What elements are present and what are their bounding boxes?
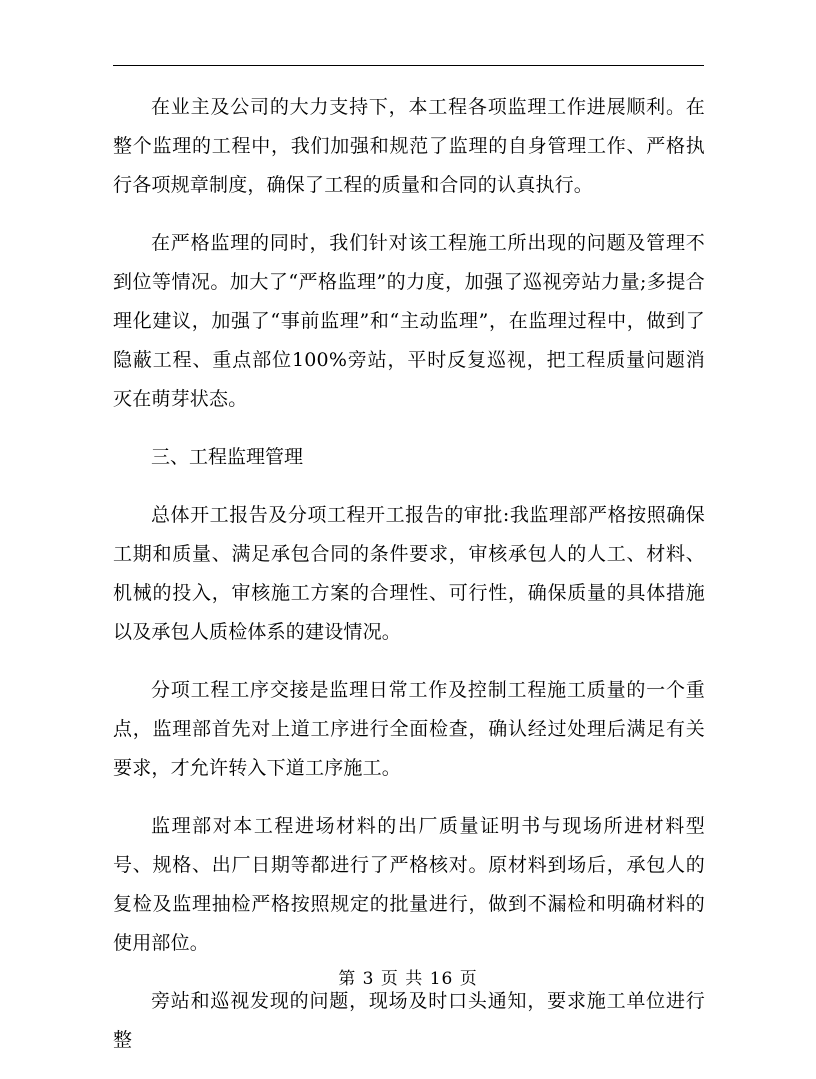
section-heading: 三、工程监理管理 bbox=[151, 446, 304, 468]
paragraph: 总体开工报告及分项工程开工报告的审批:我监理部严格按照确保工期和质量、满足承包合同的条件要求，审核承包人的人工、材料、机械的投入，审核施工方案的合理性、可行性，确保质量的具体措施以及承包人质检体系的建设情况。 bbox=[113, 504, 705, 643]
paragraph: 分项工程工序交接是监理日常工作及控制工程施工质量的一个重点，监理部首先对上道工序进行全面检查，确认经过处理后满足有关要求，才允许转入下道工序施工。 bbox=[113, 679, 705, 779]
paragraph: 在业主及公司的大力支持下，本工程各项监理工作进展顺利。在整个监理的工程中，我们加强和规范了监理的自身管理工作、严格执行各项规章制度，确保了工程的质量和合同的认真执行。 bbox=[113, 96, 705, 196]
document-body bbox=[113, 88, 705, 1079]
paragraph: 监理部对本工程进场材料的出厂质量证明书与现场所进材料型号、规格、出厂日期等都进行了严格核对。原材料到场后，承包人的复检及监理抽检严格按照规定的批量进行，做到不漏检和明确材料的使用部位。 bbox=[113, 815, 705, 954]
paragraph: 在严格监理的同时，我们针对该工程施工所出现的问题及管理不到位等情况。加大了“严格监理”的力度，加强了巡视旁站力量;多提合理化建议，加强了“事前监理”和“主动监理”，在监理过程中，做到了隐蔽工程、重点部位100%旁站，平时反复巡视，把工程质量问题消灭在萌芽状态。 bbox=[113, 232, 705, 410]
header-rule bbox=[113, 65, 704, 66]
paragraph: 旁站和巡视发现的问题，现场及时口头通知，要求施工单位进行整 bbox=[113, 990, 705, 1051]
page-number-footer: 第 3 页 共 16 页 bbox=[338, 969, 478, 989]
